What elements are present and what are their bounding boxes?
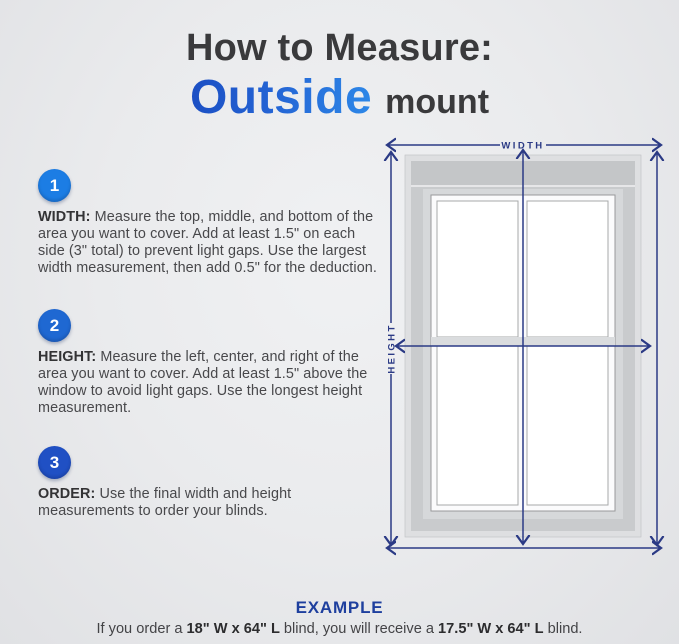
page-title	[0, 27, 679, 125]
step-2-number: 2	[49, 315, 60, 335]
window-diagram-svg	[374, 131, 670, 571]
step-2-label: HEIGHT:	[38, 349, 97, 365]
example-mid: blind, you will receive a	[279, 621, 439, 637]
step-2-body: Measure the left, center, and right of the area you want to cover. Add at least 1.5" above the window to avoid light gaps. Use the longest height measurement.	[38, 349, 368, 416]
width-label: WIDTH	[501, 140, 545, 152]
step-1-number-badge	[38, 169, 71, 202]
step-3-number: 3	[49, 452, 60, 472]
height-label: HEIGHT	[386, 323, 398, 374]
window-pane-top-right	[527, 201, 608, 337]
window-measurement-diagram	[374, 131, 670, 571]
step-2-number-badge	[38, 309, 71, 342]
window-pane-bottom-left	[437, 346, 518, 505]
example-sentence	[0, 621, 679, 637]
step-order	[38, 446, 382, 520]
title-mount-type: Outside	[189, 71, 373, 124]
step-1-number: 1	[49, 175, 60, 195]
step-1-body: Measure the top, middle, and bottom of the area you want to cover. Add at least 1.5" on each side (3" total) to prevent light gaps. Use the largest width measurement, then add 0.5" for the deduction.	[38, 209, 378, 276]
example-received-size: 17.5" W x 64" L	[438, 621, 544, 637]
step-3-label: ORDER:	[38, 486, 96, 502]
step-3-body: Use the final width and height measurements to order your blinds.	[38, 486, 292, 519]
step-width	[38, 169, 382, 277]
step-height	[38, 309, 382, 417]
step-1-label: WIDTH:	[38, 209, 91, 225]
title-line2	[0, 70, 679, 125]
example-pre: If you order a	[96, 621, 187, 637]
example-heading: EXAMPLE	[295, 598, 384, 617]
step-2-text	[38, 349, 382, 417]
window-pane-bottom-right	[527, 346, 608, 505]
window-pane-top-left	[437, 201, 518, 337]
step-3-number-badge	[38, 446, 71, 479]
example-section	[0, 598, 679, 637]
title-line1: How to Measure:	[185, 27, 494, 69]
example-post: blind.	[543, 621, 583, 637]
example-ordered-size: 18" W x 64" L	[186, 621, 280, 637]
step-1-text	[38, 209, 382, 277]
step-3-text	[38, 486, 382, 520]
title-mount-word: mount	[385, 83, 490, 121]
